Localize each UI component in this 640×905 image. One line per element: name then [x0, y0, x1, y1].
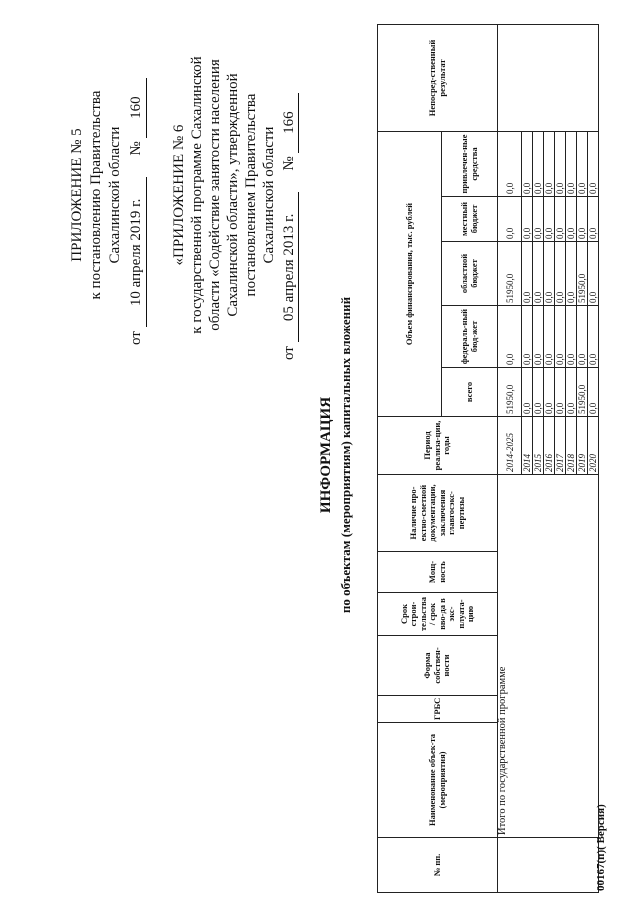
appendix-5-line-1: к постановлению Правительства [88, 90, 104, 300]
appendix-6-line-5: Сахалинской области [261, 126, 277, 264]
document-heading [318, 245, 354, 665]
other-cell: 0,0 [544, 132, 555, 197]
federal-cell: 0,0 [588, 306, 599, 368]
other-cell: 0,0 [577, 132, 588, 197]
regional-cell: 0,0 [588, 242, 599, 306]
local-cell: 0,0 [544, 197, 555, 242]
period-cell: 2019 [577, 417, 588, 475]
federal-cell: 0,0 [544, 306, 555, 368]
federal-cell: 0,0 [555, 306, 566, 368]
other-cell: 0,0 [522, 132, 533, 197]
appendix-6-from: от [281, 346, 297, 360]
other-cell: 0,0 [588, 132, 599, 197]
document-subtitle: по объектам (мероприятиям) капитальных вложений [338, 296, 353, 614]
regional-cell: 0,0 [566, 242, 577, 306]
header-funding: Объем финансирования, тыс. рублей [378, 132, 442, 417]
header-term: Срок строи-тельства / срок вво-да в экс-плуата-цию [378, 593, 498, 636]
appendix-6-line-3: Сахалинской области», утвержденной [225, 73, 241, 317]
document-title: ИНФОРМАЦИЯ [318, 396, 334, 514]
appendix-6-title: «ПРИЛОЖЕНИЕ № 6 [171, 124, 187, 266]
total-cell: 0,0 [522, 368, 533, 417]
total-cell: 0,0 [566, 368, 577, 417]
appendix-6-block [170, 30, 299, 360]
appendix-5-line-2: Сахалинской области [107, 126, 123, 264]
total-label: Итого по государственной программе [498, 475, 599, 838]
period-cell: 2017 [555, 417, 566, 475]
capital-investment-table [377, 24, 599, 893]
federal-cell: 0,0 [498, 306, 522, 368]
header-period: Период реализа-ции, годы [378, 417, 498, 475]
appendix-6-line-2: области «Содействие занятости населения [207, 59, 223, 331]
header-other: привлечен-ные средства [442, 132, 498, 197]
period-cell: 2018 [566, 417, 577, 475]
local-cell: 0,0 [533, 197, 544, 242]
header-federal: федераль-ный бюд-жет [442, 306, 498, 368]
federal-cell: 0,0 [522, 306, 533, 368]
regional-cell: 0,0 [522, 242, 533, 306]
period-cell: 2015 [533, 417, 544, 475]
other-cell: 0,0 [498, 132, 522, 197]
appendix-5-from: от [128, 331, 144, 345]
header-name: Наименование объек-та (мероприятия) [378, 723, 498, 838]
total-cell: 51950,0 [577, 368, 588, 417]
period-cell: 2014-2025 [498, 417, 522, 475]
header-local: местный бюджет [442, 197, 498, 242]
local-cell: 0,0 [555, 197, 566, 242]
appendix-6-line-1: к государственной программе Сахалинской [189, 56, 205, 334]
document-footer: 00167(п)( Версия) [595, 804, 607, 891]
period-cell: 2014 [522, 417, 533, 475]
appendix-5-date: 10 апреля 2019 г. [127, 177, 147, 327]
federal-cell: 0,0 [577, 306, 588, 368]
local-cell: 0,0 [498, 197, 522, 242]
header-num: № пп. [378, 838, 498, 893]
appendix-6-line-4: постановлением Правительства [243, 93, 259, 297]
other-cell: 0,0 [555, 132, 566, 197]
total-cell: 0,0 [544, 368, 555, 417]
local-cell: 0,0 [577, 197, 588, 242]
header-total: всего [442, 368, 498, 417]
table-row [498, 25, 522, 893]
appendix-5-block [68, 45, 147, 345]
total-cell: 51950,0 [498, 368, 522, 417]
header-ownership: Форма собствен-ности [378, 636, 498, 696]
header-capacity: Мощ-ность [378, 552, 498, 593]
local-cell: 0,0 [588, 197, 599, 242]
appendix-6-date: 05 апреля 2013 г. [280, 192, 299, 342]
appendix-5-title: ПРИЛОЖЕНИЕ № 5 [69, 128, 85, 262]
local-cell: 0,0 [522, 197, 533, 242]
total-cell: 0,0 [555, 368, 566, 417]
header-regional: областной бюджет [442, 242, 498, 306]
period-cell: 2016 [544, 417, 555, 475]
other-cell: 0,0 [566, 132, 577, 197]
header-result: Непосред-ственный результат [378, 25, 498, 132]
local-cell: 0,0 [566, 197, 577, 242]
header-grbs: ГРБС [378, 696, 498, 723]
appendix-5-no-sign: № [128, 141, 144, 156]
appendix-5-number: 160 [127, 78, 147, 138]
period-cell: 2020 [588, 417, 599, 475]
appendix-6-no-sign: № [281, 156, 297, 171]
regional-cell: 0,0 [555, 242, 566, 306]
federal-cell: 0,0 [566, 306, 577, 368]
federal-cell: 0,0 [533, 306, 544, 368]
regional-cell: 51950,0 [498, 242, 522, 306]
total-cell: 0,0 [533, 368, 544, 417]
regional-cell: 51950,0 [577, 242, 588, 306]
header-docs: Наличие про-ектно-сметной документации, заключения главгосэкс-пертизы [378, 475, 498, 552]
regional-cell: 0,0 [544, 242, 555, 306]
appendix-6-number: 166 [280, 93, 299, 153]
regional-cell: 0,0 [533, 242, 544, 306]
other-cell: 0,0 [533, 132, 544, 197]
total-cell: 0,0 [588, 368, 599, 417]
